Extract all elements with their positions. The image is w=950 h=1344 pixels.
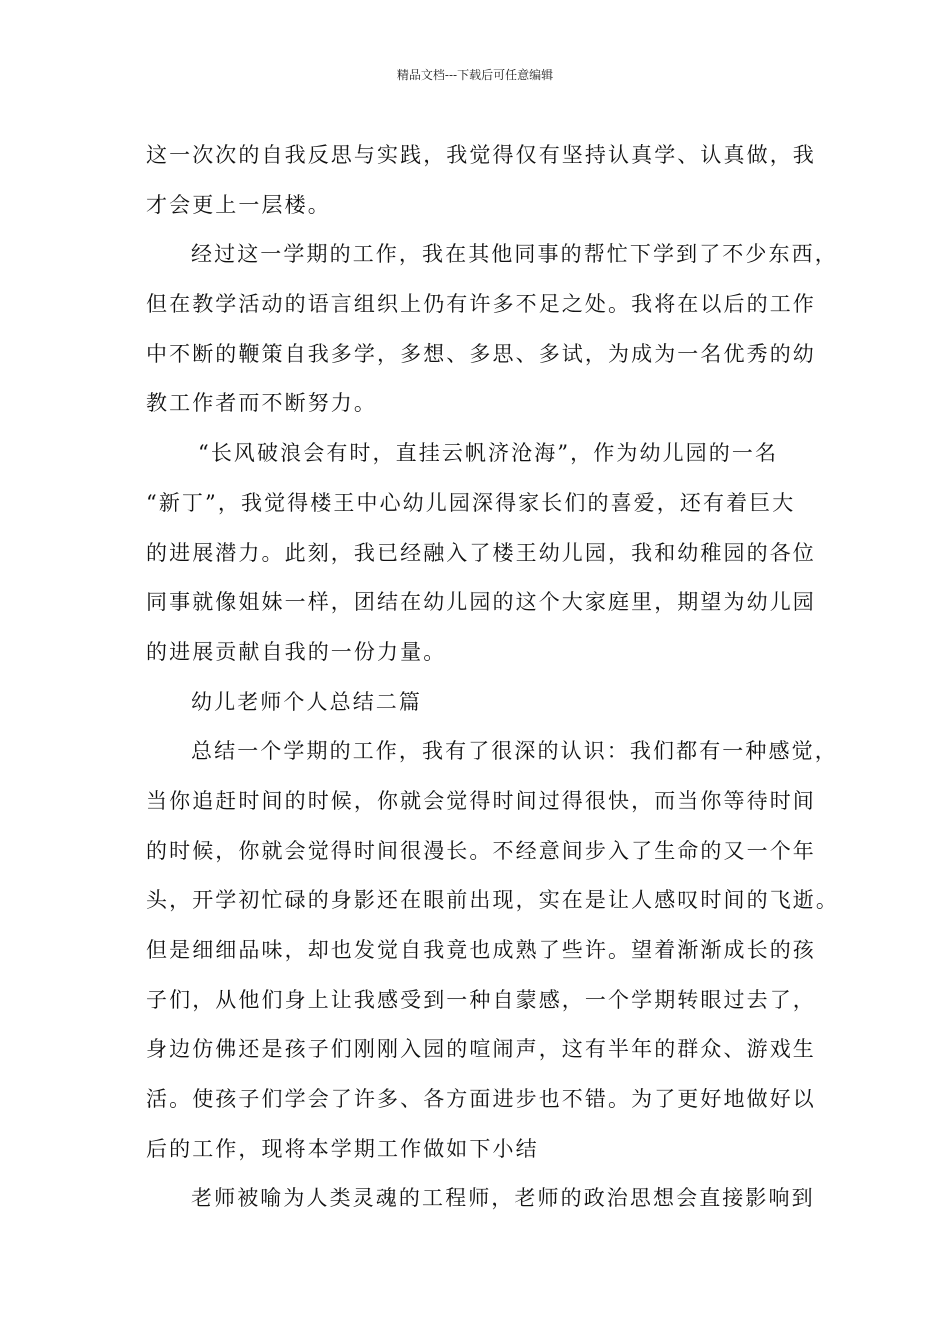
text-line: 但是细细品味，却也发觉自我竟也成熟了些许。望着渐渐成长的孩 xyxy=(146,938,816,962)
text-line: 当你追赶时间的时候，你就会觉得时间过得很快，而当你等待时间 xyxy=(146,788,816,813)
text-line: 身边仿佛还是孩子们刚刚入园的喧闹声，这有半年的群众、游戏生 xyxy=(146,1037,816,1062)
text-line: 这一次次的自我反思与实践，我觉得仅有坚持认真学、认真做，我 xyxy=(146,143,816,167)
text-line: 但在教学活动的语言组织上仍有许多不足之处。我将在以后的工作 xyxy=(146,292,816,317)
text-line: 总结一个学期的工作，我有了很深的认识：我们都有一种感觉， xyxy=(191,739,838,764)
section-title: 幼儿老师个人总结二篇 xyxy=(191,689,422,714)
text-line: “长风破浪会有时，直挂云帆济沧海”，作为幼儿园的一名 xyxy=(198,441,779,466)
document-body xyxy=(146,131,839,1224)
text-line: 老师被喻为人类灵魂的工程师，老师的政治思想会直接影响到 xyxy=(191,1186,815,1211)
page-header: 精品文档---下载后可任意编辑 xyxy=(396,68,554,82)
text-line: 同事就像姐妹一样，团结在幼儿园的这个大家庭里，期望为幼儿园 xyxy=(146,590,816,615)
text-line: 后的工作，现将本学期工作做如下小结 xyxy=(146,1136,539,1161)
text-line: 活。使孩子们学会了许多、各方面进步也不错。为了更好地做好以 xyxy=(146,1087,816,1112)
text-line: 的进展贡献自我的一份力量。 xyxy=(146,639,447,664)
text-line: 的时候，你就会觉得时间很漫长。不经意间步入了生命的又一个年 xyxy=(146,838,816,863)
text-line: 中不断的鞭策自我多学，多想、多思、多试，为成为一名优秀的幼 xyxy=(146,341,816,366)
text-line: 头，开学初忙碌的身影还在眼前出现，实在是让人感叹时间的飞逝。 xyxy=(146,888,839,913)
text-line: 经过这一学期的工作，我在其他同事的帮忙下学到了不少东西， xyxy=(191,242,838,267)
text-line: 子们，从他们身上让我感受到一种自蒙感，一个学期转眼过去了， xyxy=(146,987,816,1012)
text-line: 才会更上一层楼。 xyxy=(146,192,331,217)
text-line: 教工作者而不断努力。 xyxy=(146,391,377,416)
text-line: 的进展潜力。此刻，我已经融入了楼王幼儿园，我和幼稚园的各位 xyxy=(146,540,816,565)
text-line: “新丁”，我觉得楼王中心幼儿园深得家长们的喜爱，还有着巨大 xyxy=(146,490,796,515)
